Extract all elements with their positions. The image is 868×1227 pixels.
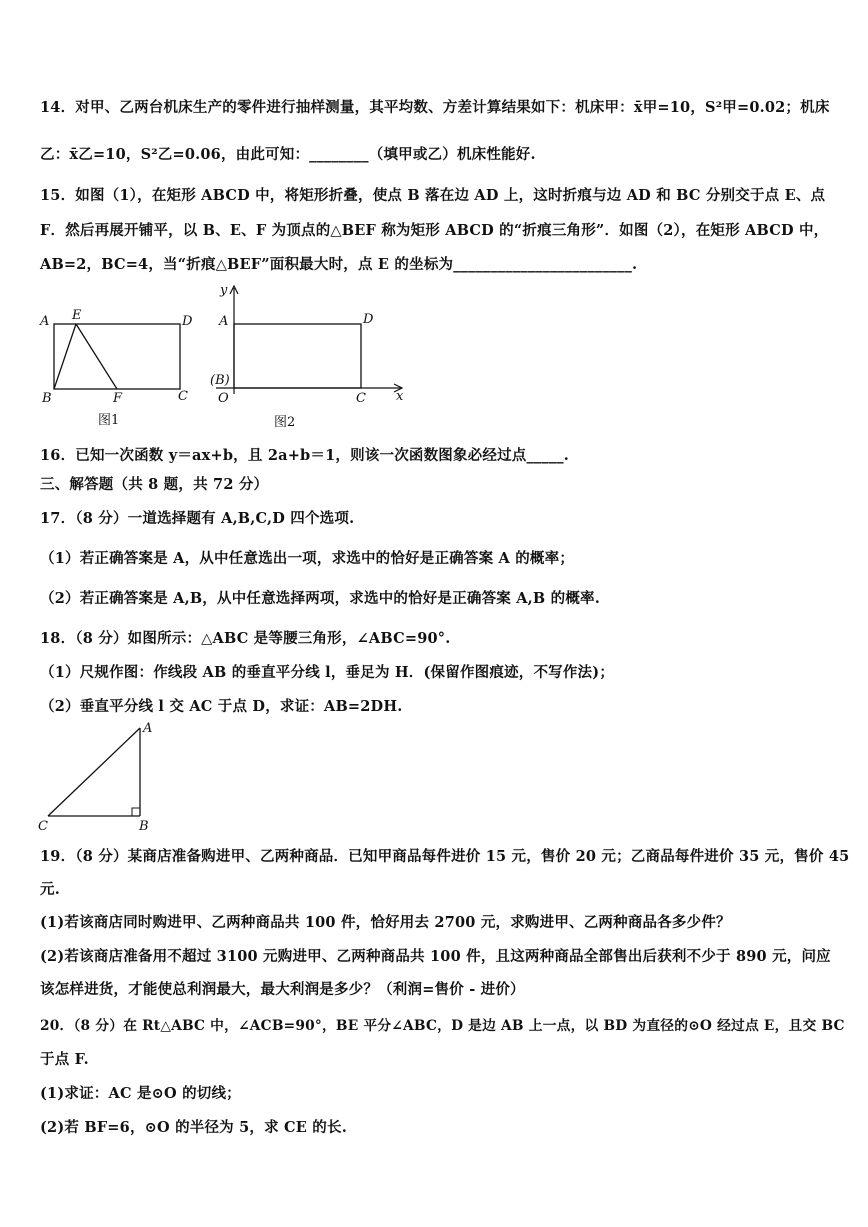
figure-1 [38, 300, 208, 430]
q19-line-4: (2)若该商店准备用不超过 3100 元购进甲、乙两种商品共 100 件，且这两种商品全部售出后获利不少于 890 元，问应 [40, 948, 831, 965]
fig1-label-d: D [182, 314, 193, 329]
fig2-caption: 图2 [274, 415, 296, 430]
fig3-label-b: B [139, 819, 149, 834]
q17-line-3: （2）若正确答案是 A,B，从中任意选择两项，求选中的恰好是正确答案 A,B 的概率. [40, 590, 600, 607]
q20-line-2: 于点 F. [40, 1051, 89, 1068]
q20-line-4: (2)若 BF=6，⊙O 的半径为 5，求 CE 的长. [40, 1119, 347, 1136]
fig2-label-d: D [363, 312, 374, 327]
q20-line-1: 20．（8 分）在 Rt△ABC 中，∠ACB=90°，BE 平分∠ABC，D 是边 AB 上一点，以 BD 为直径的⊙O 经过点 E，且交 BC [40, 1018, 845, 1034]
q19-line-1: 19．（8 分）某商店准备购进甲、乙两种商品．已知甲商品每件进价 15 元，售价 20 元；乙商品每件进价 35 元，售价 45 [40, 848, 850, 865]
fig1-line-ef [76, 324, 117, 389]
fig1-label-c: C [178, 389, 188, 404]
fig2-label-o: O [218, 391, 229, 406]
fig3-label-c: C [38, 819, 48, 834]
q14-line-1: 14．对甲、乙两台机床生产的零件进行抽样测量，其平均数、方差计算结果如下：机床甲：x̄甲=10，S²甲=0.02；机床 [40, 99, 830, 116]
figure-2 [206, 278, 406, 433]
fig2-label-x: x [396, 389, 404, 404]
fig3-side-ac [48, 728, 140, 816]
q15-line-3: AB=2，BC=4，当“折痕△BEF”面积最大时，点 E 的坐标为________________________. [40, 256, 638, 273]
fig2-rectangle [234, 324, 361, 388]
fig2-label-a: A [219, 314, 229, 329]
q19-line-3: (1)若该商店同时购进甲、乙两种商品共 100 件，恰好用去 2700 元，求购进甲、乙两种商品各多少件？ [40, 914, 731, 931]
fig1-caption: 图1 [98, 413, 120, 428]
q19-line-2: 元. [40, 881, 60, 898]
q15-line-2: F．然后再展开铺平，以 B、E、F 为顶点的△BEF 称为矩形 ABCD 的“折痕三角形”．如图（2），在矩形 ABCD 中， [40, 222, 829, 239]
q14-line-2: 乙：x̄乙=10，S²乙=0.06，由此可知：________（填甲或乙）机床性能好. [40, 146, 536, 163]
fig1-label-a: A [40, 314, 50, 329]
q18-line-1: 18．（8 分）如图所示：△ABC 是等腰三角形，∠ABC=90°. [40, 630, 451, 647]
q19-line-5: 该怎样进货，才能使总利润最大，最大利润是多少？（利润=售价 - 进价） [40, 981, 525, 998]
fig1-label-b: B [42, 391, 52, 406]
q20-line-3: (1)求证：AC 是⊙O 的切线； [40, 1085, 241, 1102]
fig2-label-b: (B) [210, 373, 230, 388]
section-three-heading: 三、解答题（共 8 题，共 72 分） [40, 476, 269, 493]
q17-line-1: 17．（8 分）一道选择题有 A,B,C,D 四个选项. [40, 510, 355, 527]
q16-line: 16．已知一次函数 y＝ax+b，且 2a+b＝1，则该一次函数图象必经过点_____. [40, 447, 569, 464]
q18-line-3: （2）垂直平分线 l 交 AC 于点 D，求证：AB=2DH. [40, 698, 403, 715]
q17-line-2: （1）若正确答案是 A，从中任意选出一项，求选中的恰好是正确答案 A 的概率； [40, 550, 575, 567]
fig2-label-y: y [220, 283, 228, 298]
q18-line-2: （1）尺规作图：作线段 AB 的垂直平分线 l，垂足为 H．(保留作图痕迹，不写作法)； [40, 664, 615, 681]
figure-3 [36, 718, 166, 836]
fig1-line-be [54, 324, 76, 389]
fig3-right-angle-mark [132, 808, 140, 816]
fig1-label-e: E [72, 308, 82, 323]
q15-line-1: 15．如图（1），在矩形 ABCD 中，将矩形折叠，使点 B 落在边 AD 上，这时折痕与边 AD 和 BC 分别交于点 E、点 [40, 187, 826, 204]
fig1-label-f: F [113, 391, 123, 406]
fig2-label-c: C [356, 391, 366, 406]
fig3-label-a: A [143, 721, 153, 736]
